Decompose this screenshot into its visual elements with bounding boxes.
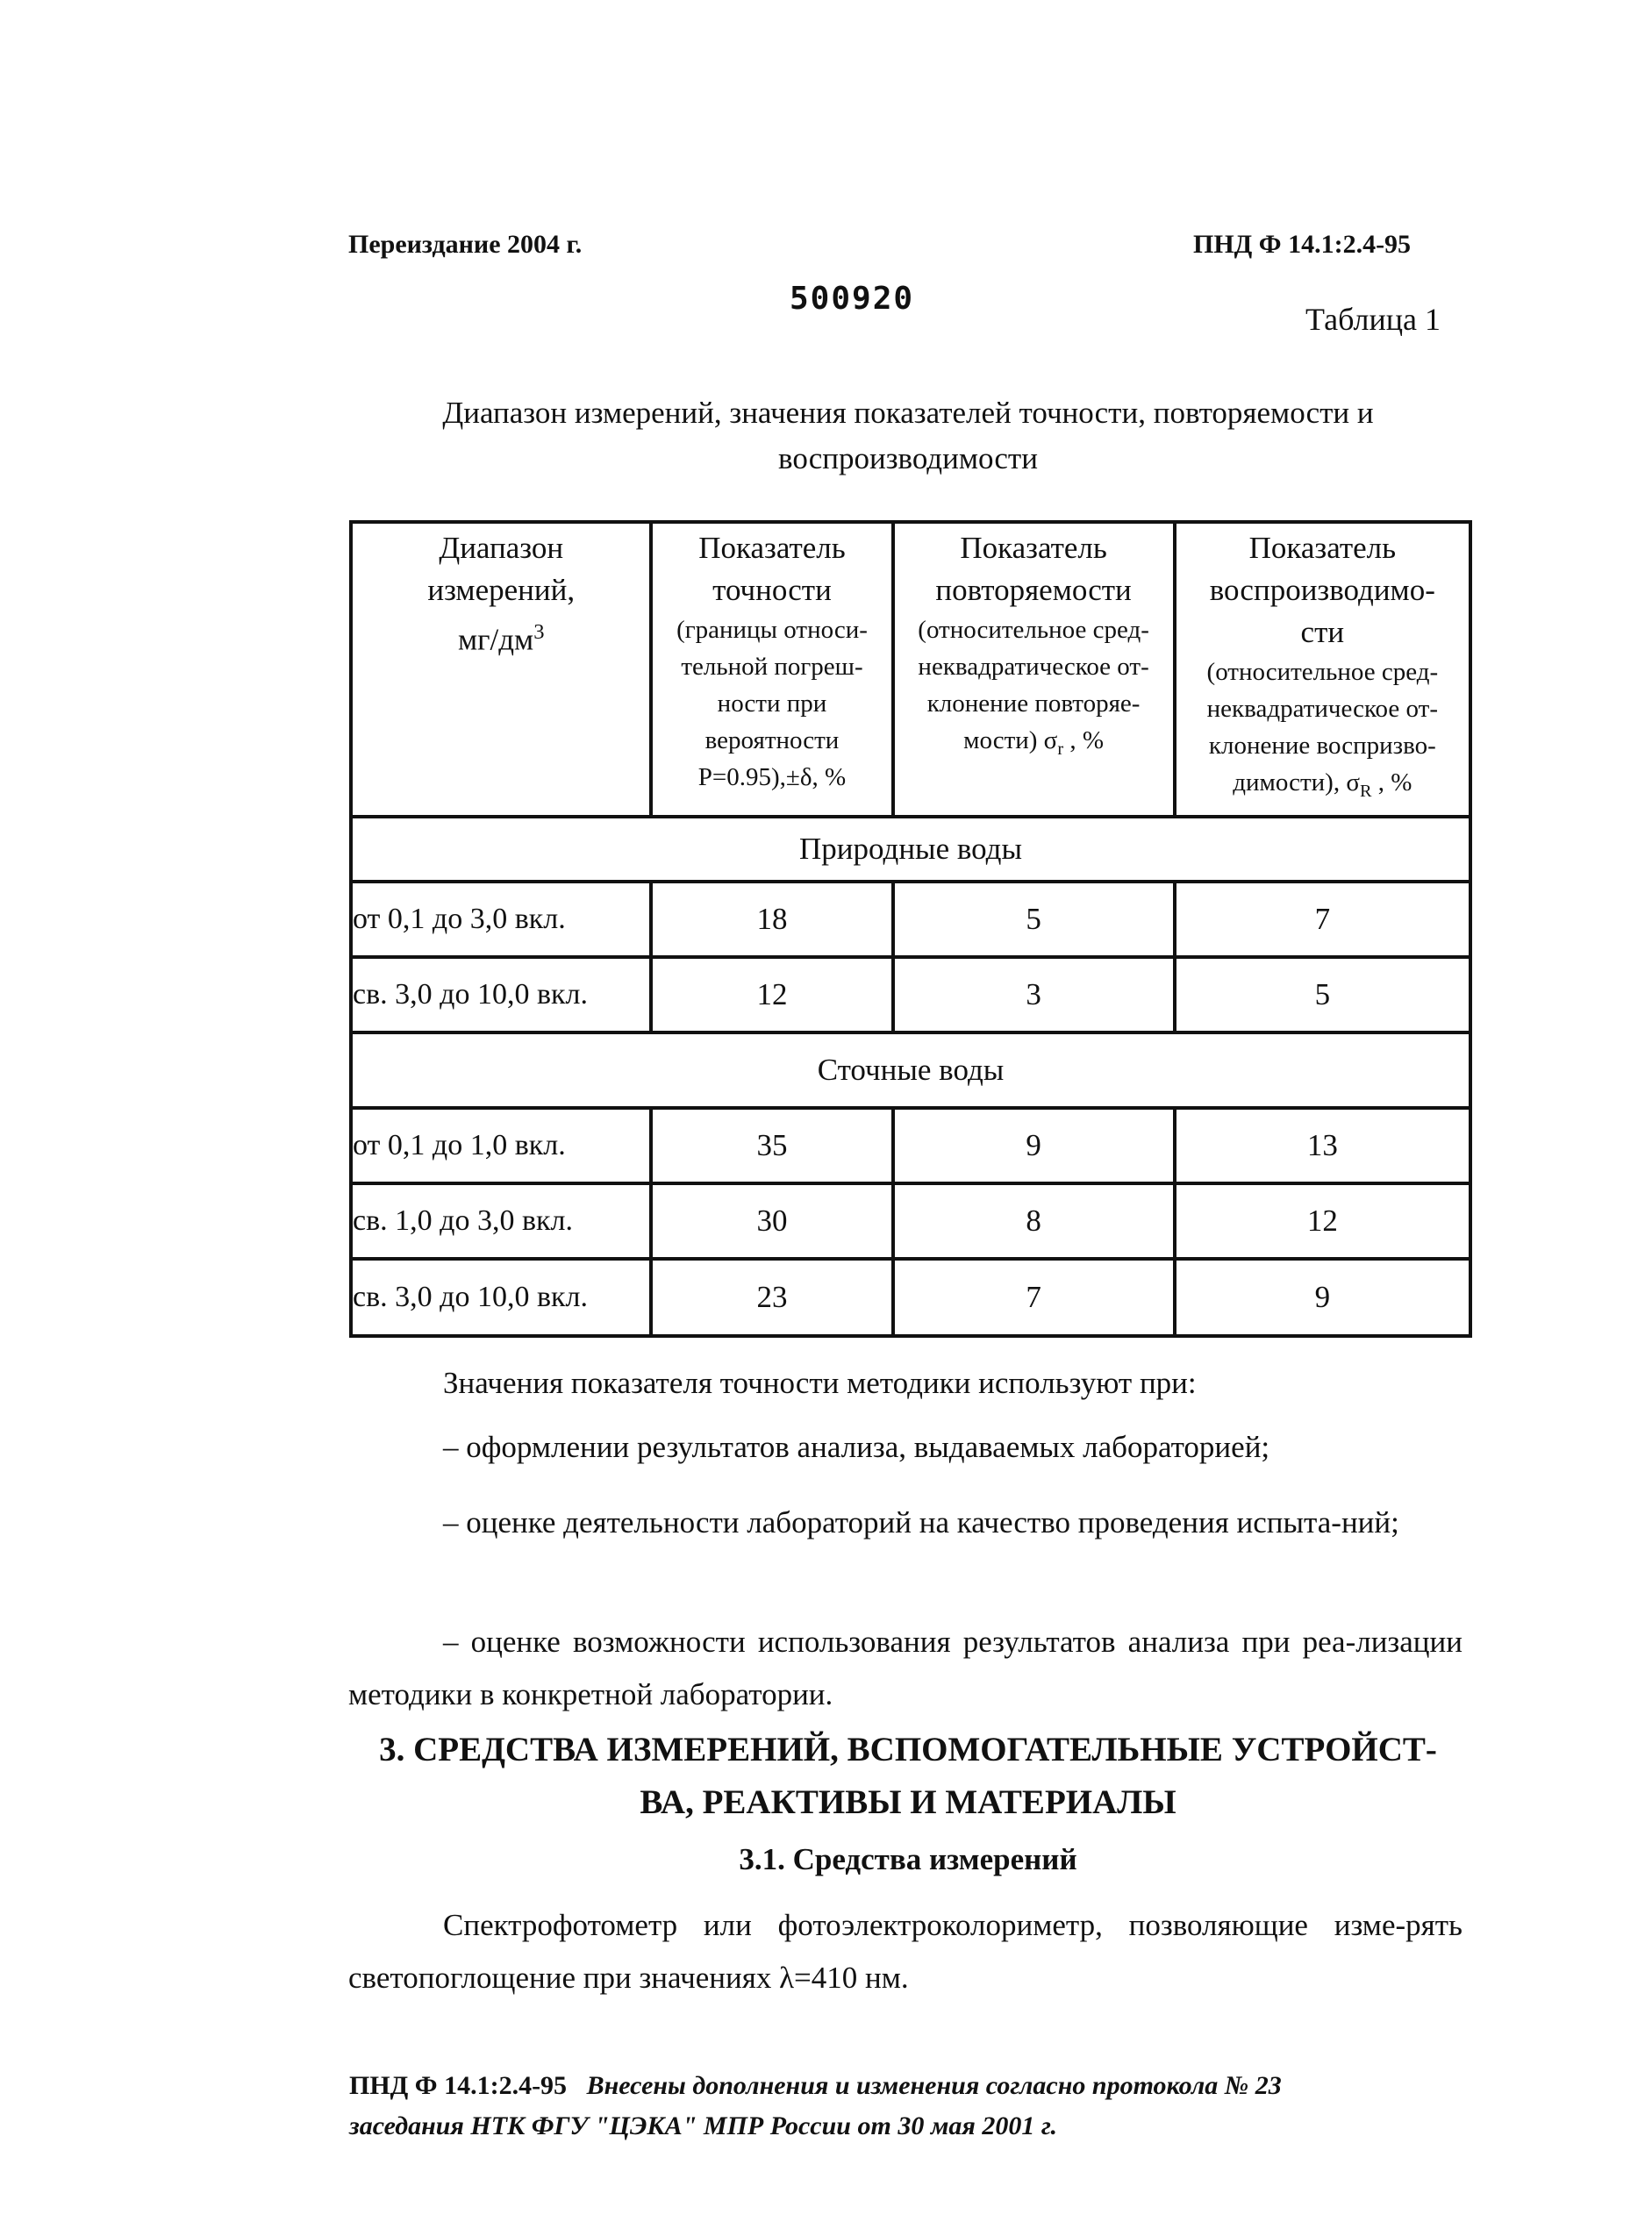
table-row (351, 1259, 1470, 1336)
col-reprod-line3: сти (1300, 615, 1345, 649)
accuracy-cell: 12 (651, 957, 892, 1032)
table-header-row (351, 522, 1470, 817)
body-bullet-2: – оценке деятельности лабораторий на качество проведения испыта-ний; (443, 1505, 1399, 1540)
accuracy-cell: 23 (651, 1259, 892, 1336)
reproducibility-cell: 9 (1175, 1259, 1470, 1336)
section-3-heading-line2: ВА, РЕАКТИВЫ И МАТЕРИАЛЫ (640, 1783, 1176, 1821)
reissue-note: Переиздание 2004 г. (348, 230, 583, 259)
reprod-unit: , % (1371, 768, 1412, 797)
col-accuracy-note2: тельной погреш- (681, 653, 863, 681)
repeatability-cell: 7 (893, 1259, 1175, 1336)
col-repeat-note2: неквадратическое от- (918, 653, 1149, 681)
table-title-line1: Диапазон измерений, значения показателей точности, повторяемости и (442, 396, 1374, 430)
table-row (351, 957, 1470, 1032)
document-code: ПНД Ф 14.1:2.4-95 (1193, 230, 1412, 259)
table-title-line2: воспроизводимости (778, 441, 1038, 475)
repeatability-cell: 9 (893, 1108, 1175, 1183)
col-range-line2: измерений, (427, 573, 576, 607)
reproducibility-cell: 7 (1175, 882, 1470, 957)
table-row (351, 1108, 1470, 1183)
col-repeat-note4 (895, 722, 1173, 768)
col-accuracy-note3: ности при (717, 689, 827, 718)
section-waste-waters: Сточные воды (351, 1032, 1470, 1108)
accuracy-cell: 18 (651, 882, 892, 957)
table-label: Таблица 1 (1305, 302, 1441, 337)
section-row (351, 1032, 1470, 1108)
col-accuracy-note1: (границы относи- (676, 616, 868, 644)
table-row (351, 1183, 1470, 1259)
col-accuracy-line2: точности (712, 573, 832, 607)
section-natural-waters: Природные воды (351, 817, 1470, 882)
repeatability-cell: 3 (893, 957, 1175, 1032)
footer-line1 (349, 2066, 1490, 2106)
col-header-accuracy (651, 522, 892, 817)
col-accuracy-line1: Показатель (698, 531, 846, 565)
table-row (351, 882, 1470, 957)
accuracy-cell: 30 (651, 1183, 892, 1259)
range-cell: св. 3,0 до 10,0 вкл. (351, 957, 651, 1032)
reprod-sigma: димости), σ (1233, 768, 1360, 797)
subsection-3-1-heading: 3.1. Средства измерений (739, 1842, 1077, 1876)
col-reprod-note4 (1176, 764, 1469, 810)
col-range-unit (353, 611, 649, 661)
repeatability-cell: 5 (893, 882, 1175, 957)
repeat-unit: , % (1063, 726, 1105, 754)
footer-note-line2: заседания НТК ФГУ "ЦЭКА" МПР России от 30 мая 2001 г. (349, 2111, 1057, 2140)
col-range-line1: Диапазон (439, 531, 564, 565)
range-cell: св. 1,0 до 3,0 вкл. (351, 1183, 651, 1259)
range-cell: от 0,1 до 3,0 вкл. (351, 882, 651, 957)
col-header-range (351, 522, 651, 817)
accuracy-table (349, 520, 1472, 1338)
unit-text: мг/дм (458, 622, 534, 657)
section-3-heading-line1: 3. СРЕДСТВА ИЗМЕРЕНИЙ, ВСПОМОГАТЕЛЬНЫЕ УСТРОЙСТ- (379, 1731, 1437, 1768)
repeat-sigma: мости) σ (963, 726, 1058, 754)
range-cell: св. 3,0 до 10,0 вкл. (351, 1259, 651, 1336)
section-3-1-text: Спектрофотометр или фотоэлектроколориметр, позволяющие изме-рять светопоглощение при значениях λ=410 нм. (348, 1908, 1462, 1995)
reprod-sigma-sub: R (1359, 781, 1372, 801)
col-reprod-line1: Показатель (1248, 531, 1397, 565)
reproducibility-cell: 5 (1175, 957, 1470, 1032)
range-cell: от 0,1 до 1,0 вкл. (351, 1108, 651, 1183)
col-header-repeatability (893, 522, 1175, 817)
col-reprod-line2: воспроизводимо- (1209, 573, 1435, 607)
body-bullet-3: – оценке возможности использования результатов анализа при реа-лизации методики в конкретной лаборатории. (348, 1625, 1462, 1711)
table-title (351, 390, 1465, 482)
section-3-heading (351, 1724, 1465, 1829)
col-header-reproducibility (1175, 522, 1470, 817)
col-accuracy-note5: P=0.95),±δ, % (697, 763, 847, 791)
page-footer (349, 2066, 1490, 2147)
document-number: 500920 (790, 281, 915, 317)
footer-note-line1: Внесены дополнения и изменения согласно протокола № 23 (586, 2071, 1282, 2100)
body-bullet-1: – оформлении результатов анализа, выдаваемых лабораторией; (443, 1430, 1270, 1464)
accuracy-cell: 35 (651, 1108, 892, 1183)
repeat-sigma-sub: r (1057, 739, 1064, 759)
body-intro: Значения показателя точности методики используют при: (443, 1366, 1197, 1400)
repeatability-cell: 8 (893, 1183, 1175, 1259)
unit-exponent: 3 (533, 620, 545, 644)
footer-code: ПНД Ф 14.1:2.4-95 (349, 2071, 568, 2100)
col-reprod-note3: клонение воспризво- (1208, 732, 1436, 760)
col-reprod-note1: (относительное сред- (1206, 658, 1439, 686)
col-repeat-line2: повторяемости (935, 573, 1132, 607)
reproducibility-cell: 12 (1175, 1183, 1470, 1259)
col-repeat-line1: Показатель (960, 531, 1107, 565)
reproducibility-cell: 13 (1175, 1108, 1470, 1183)
col-accuracy-note4: вероятности (704, 726, 840, 754)
col-reprod-note2: неквадратическое от- (1206, 695, 1438, 723)
col-repeat-note1: (относительное сред- (918, 616, 1149, 644)
col-repeat-note3: клонение повторяе- (926, 689, 1141, 718)
section-row (351, 817, 1470, 882)
